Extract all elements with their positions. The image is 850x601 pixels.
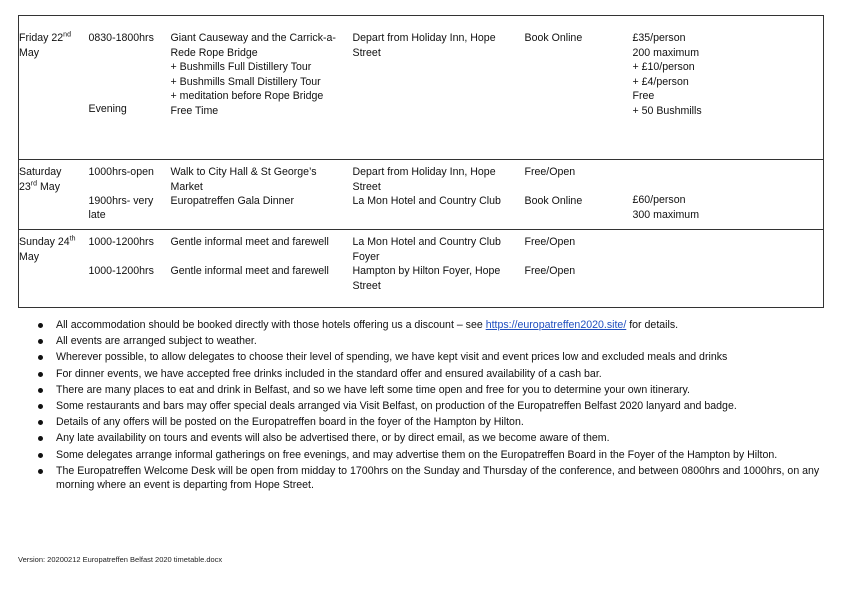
table-row-friday [19,16,824,160]
list-item: The Europatreffen Welcome Desk will be open from midday to 1700hrs on the Sunday and Thursday of the conference, and between 0800hrs and 1000hrs, on any morning where an event is departing from Hope Street. [38,464,838,493]
website-link[interactable]: https://europatreffen2020.site/ [485,319,627,331]
list-item: Details of any offers will be posted on the Europatreffen board in the foyer of the Hampton by Hilton. [38,415,838,430]
list-item: All events are arranged subject to weather. [38,334,838,349]
price-cell: £35/person 200 maximum + £10/person + £4/person Free + 50 Bushmills [633,16,824,160]
table-row-saturday [19,160,824,230]
list-item: Some restaurants and bars may offer special deals arranged via Visit Belfast, on production of the Europatreffen Belfast 2020 lanyard and badge. [38,399,838,414]
bullet-icon [38,404,43,409]
bullet-icon [38,420,43,425]
bullet-icon [38,323,43,328]
day-cell: Friday 22nd May [19,16,89,160]
time-cell: 0830-1800hrs Evening [89,16,171,160]
table-row-sunday [19,230,824,308]
bullet-icon [38,388,43,393]
bullet-icon [38,339,43,344]
time-cell: 1000-1200hrs 1000-1200hrs [89,230,171,308]
bullet-icon [38,469,43,474]
list-item: For dinner events, we have accepted free drinks included in the standard offer and ensured availability of a cash bar. [38,367,838,382]
bullet-icon [38,355,43,360]
day-cell: Sunday 24th May [19,230,89,308]
schedule-table [18,15,824,308]
time-cell: 1000hrs-open 1900hrs- very late [89,160,171,230]
booking-cell: Free/Open Free/Open [525,230,633,308]
location-cell: La Mon Hotel and Country Club Foyer Hampton by Hilton Foyer, Hope Street [353,230,525,308]
bullet-icon [38,436,43,441]
bullet-icon [38,453,43,458]
booking-cell: Free/Open Book Online [525,160,633,230]
event-cell: Walk to City Hall & St George’s Market Europatreffen Gala Dinner [171,160,353,230]
booking-cell: Book Online [525,16,633,160]
list-item: Any late availability on tours and events will also be advertised there, or by direct email, as we become aware of them. [38,431,838,446]
notes-list [38,318,838,494]
list-item: Some delegates arrange informal gatherings on free evenings, and may advertise them on the Europatreffen Board in the Foyer of the Hampton by Hilton. [38,448,838,463]
location-cell: Depart from Holiday Inn, Hope Street [353,16,525,160]
location-cell: Depart from Holiday Inn, Hope Street La Mon Hotel and Country Club [353,160,525,230]
day-cell: Saturday 23rd May [19,160,89,230]
event-cell: Gentle informal meet and farewell Gentle informal meet and farewell [171,230,353,308]
list-item: Wherever possible, to allow delegates to choose their level of spending, we have kept visit and event prices low and excluded meals and drinks [38,350,838,365]
event-cell: Giant Causeway and the Carrick-a- Rede Rope Bridge + Bushmills Full Distillery Tour + Bushmills Small Distillery Tour + meditation before Rope Bridge Free Time [171,16,353,160]
list-item: All accommodation should be booked directly with those hotels offering us a discount – see https://europatreffen2020.site/ for details. [38,318,838,333]
version-footer: Version: 20200212 Europatreffen Belfast 2020 timetable.docx [18,555,223,564]
price-cell [633,230,824,308]
bullet-icon [38,372,43,377]
list-item: There are many places to eat and drink in Belfast, and so we have left some time open and free for you to determine your own itinerary. [38,383,838,398]
price-cell: £60/person 300 maximum [633,160,824,230]
